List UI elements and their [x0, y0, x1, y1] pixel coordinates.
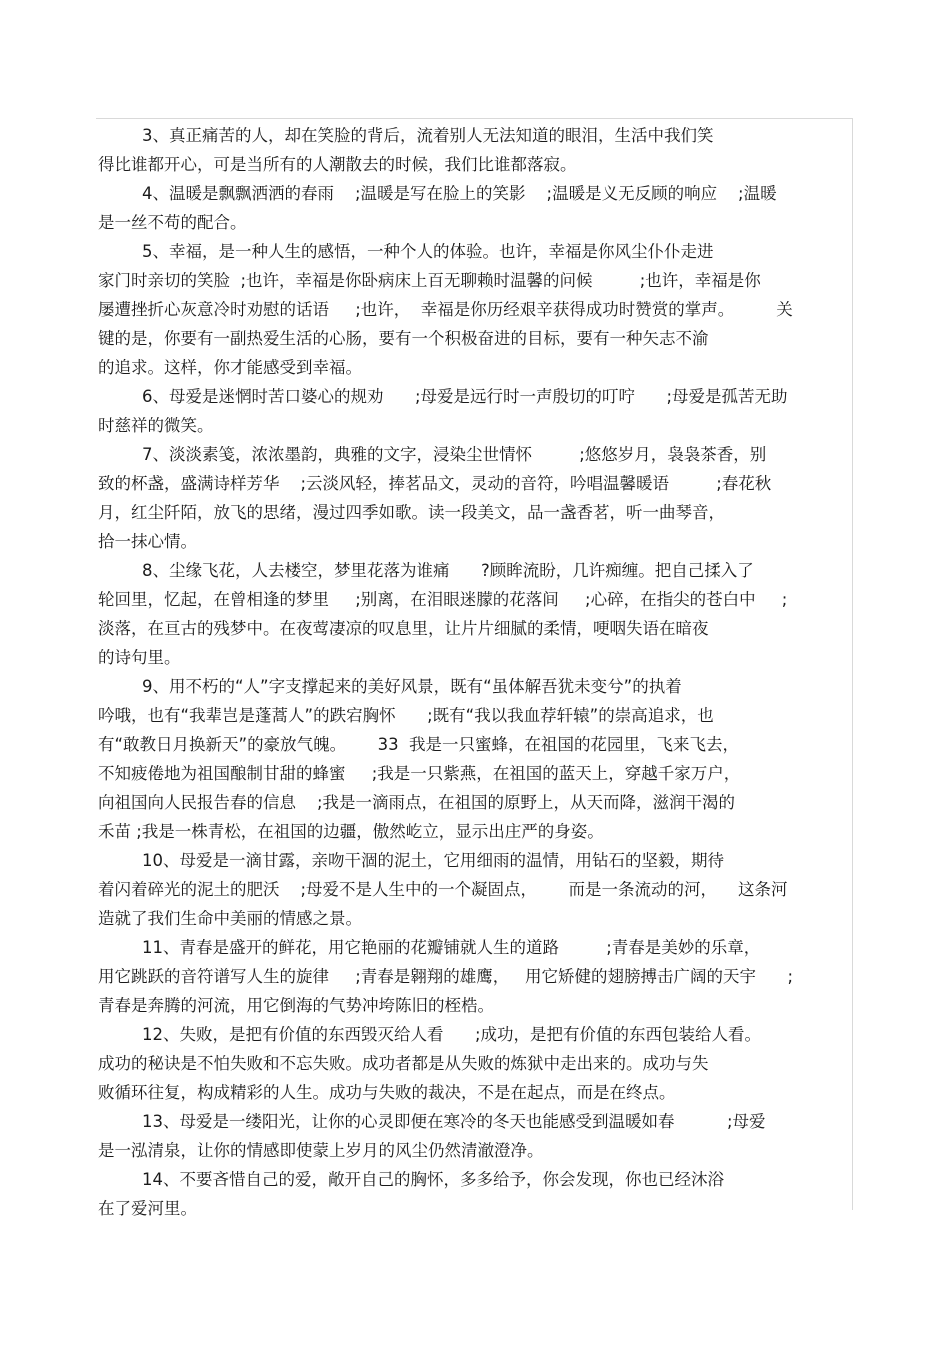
text-line: 青春是奔腾的河流，用它倒海的气势冲垮陈旧的桎梏。 — [98, 996, 494, 1015]
text-line: 是一丝不苟的配合。 — [98, 213, 247, 232]
text-line: 12、失败，是把有价值的东西毁灭给人看 ;成功，是把有价值的东西包装给人看。 — [142, 1025, 762, 1044]
text-line: 家门时亲切的笑脸 ;也许，幸福是你卧病床上百无聊赖时温馨的问候 ;也许，幸福是你 — [98, 271, 761, 290]
page-border-top — [96, 118, 853, 119]
text-line: 9、用不朽的“人”字支撑起来的美好风景，既有“虽体解吾犹未变兮”的执着 — [142, 677, 682, 696]
text-line: 14、不要吝惜自己的爱，敞开自己的胸怀，多多给予，你会发现，你也已经沐浴 — [142, 1170, 724, 1189]
text-line: 用它跳跃的音符谱写人生的旋律 ;青春是翱翔的雄鹰， 用它矫健的翅膀搏击广阔的天宇 ; — [98, 967, 794, 986]
text-line: 6、母爱是迷惘时苦口婆心的规劝 ;母爱是远行时一声殷切的叮咛 ;母爱是孤苦无助 — [142, 387, 788, 406]
text-line: 淡落，在亘古的残梦中。在夜莺凄凉的叹息里，让片片细腻的柔情，哽咽失语在暗夜 — [98, 619, 709, 638]
text-line: 禾苗 ;我是一株青松，在祖国的边疆，傲然屹立，显示出庄严的身姿。 — [98, 822, 604, 841]
text-line: 是一泓清泉，让你的情感即使蒙上岁月的风尘仍然清澈澄净。 — [98, 1141, 544, 1160]
text-line: 屡遭挫折心灰意冷时劝慰的话语 ;也许， 幸福是你历经艰辛获得成功时赞赏的掌声。 关 — [98, 300, 793, 319]
text-line: 成功的秘诀是不怕失败和不忘失败。成功者都是从失败的炼狱中走出来的。成功与失 — [98, 1054, 709, 1073]
text-line: 造就了我们生命中美丽的情感之景。 — [98, 909, 362, 928]
text-line: 4、温暖是飘飘洒洒的春雨 ;温暖是写在脸上的笑影 ;温暖是义无反顾的响应 ;温暖 — [142, 184, 777, 203]
text-line: 有“敢教日月换新天”的豪放气魄。 33 我是一只蜜蜂，在祖国的花园里，飞来飞去， — [98, 735, 740, 754]
text-line: 13、母爱是一缕阳光，让你的心灵即便在寒冷的冬天也能感受到温暖如春 ;母爱 — [142, 1112, 766, 1131]
text-line: 向祖国向人民报告春的信息 ;我是一滴雨点，在祖国的原野上，从天而降，滋润干渴的 — [98, 793, 736, 812]
text-line: 时慈祥的微笑。 — [98, 416, 214, 435]
text-line: 的诗句里。 — [98, 648, 181, 667]
text-line: 在了爱河里。 — [98, 1199, 197, 1218]
text-line: 不知疲倦地为祖国酿制甘甜的蜂蜜 ;我是一只紫燕，在祖国的蓝天上，穿越千家万户， — [98, 764, 741, 783]
text-line: 11、青春是盛开的鲜花，用它艳丽的花瓣铺就人生的道路 ;青春是美妙的乐章， — [142, 938, 761, 957]
text-line: 着闪着碎光的泥土的肥沃 ;母爱不是人生中的一个凝固点， 而是一条流动的河， 这条河 — [98, 880, 788, 899]
text-line: 月，红尘阡陌，放飞的思绪，漫过四季如歌。读一段美文，品一盏香茗，听一曲琴音， — [98, 503, 725, 522]
text-line: 8、尘缘飞花，人去楼空，梦里花落为谁痛 ?顾眸流盼，几许痴缠。把自己揉入了 — [142, 561, 754, 580]
text-line: 10、母爱是一滴甘露，亲吻干涸的泥土，它用细雨的温情，用钻石的坚毅，期待 — [142, 851, 724, 870]
text-line: 吟哦，也有“我辈岂是蓬蒿人”的跌宕胸怀 ;既有“我以我血荐轩辕”的崇高追求，也 — [98, 706, 714, 725]
text-line: 得比谁都开心，可是当所有的人潮散去的时候，我们比谁都落寂。 — [98, 155, 577, 174]
text-line: 5、幸福，是一种人生的感悟，一种个人的体验。也许，幸福是你风尘仆仆走进 — [142, 242, 714, 261]
text-line: 的追求。这样，你才能感受到幸福。 — [98, 358, 362, 377]
text-line: 轮回里，忆起，在曾相逢的梦里 ;别离，在泪眼迷朦的花落间 ;心碎，在指尖的苍白中 ; — [98, 590, 788, 609]
text-line: 键的是，你要有一副热爱生活的心肠，要有一个积极奋进的目标，要有一种矢志不渝 — [98, 329, 709, 348]
text-line: 致的杯盏，盛满诗样芳华 ;云淡风轻，捧茗品文，灵动的音符，吟唱温馨暖语 ;春花秋 — [98, 474, 772, 493]
text-line: 败循环往复，构成精彩的人生。成功与失败的裁决，不是在起点，而是在终点。 — [98, 1083, 676, 1102]
document-page — [98, 121, 868, 1223]
text-line: 3、真正痛苦的人，却在笑脸的背后，流着别人无法知道的眼泪，生活中我们笑 — [142, 126, 714, 145]
text-line: 拾一抹心情。 — [98, 532, 197, 551]
text-line: 7、淡淡素笺，浓浓墨韵，典雅的文字，浸染尘世情怀 ;悠悠岁月，袅袅茶香，别 — [142, 445, 767, 464]
